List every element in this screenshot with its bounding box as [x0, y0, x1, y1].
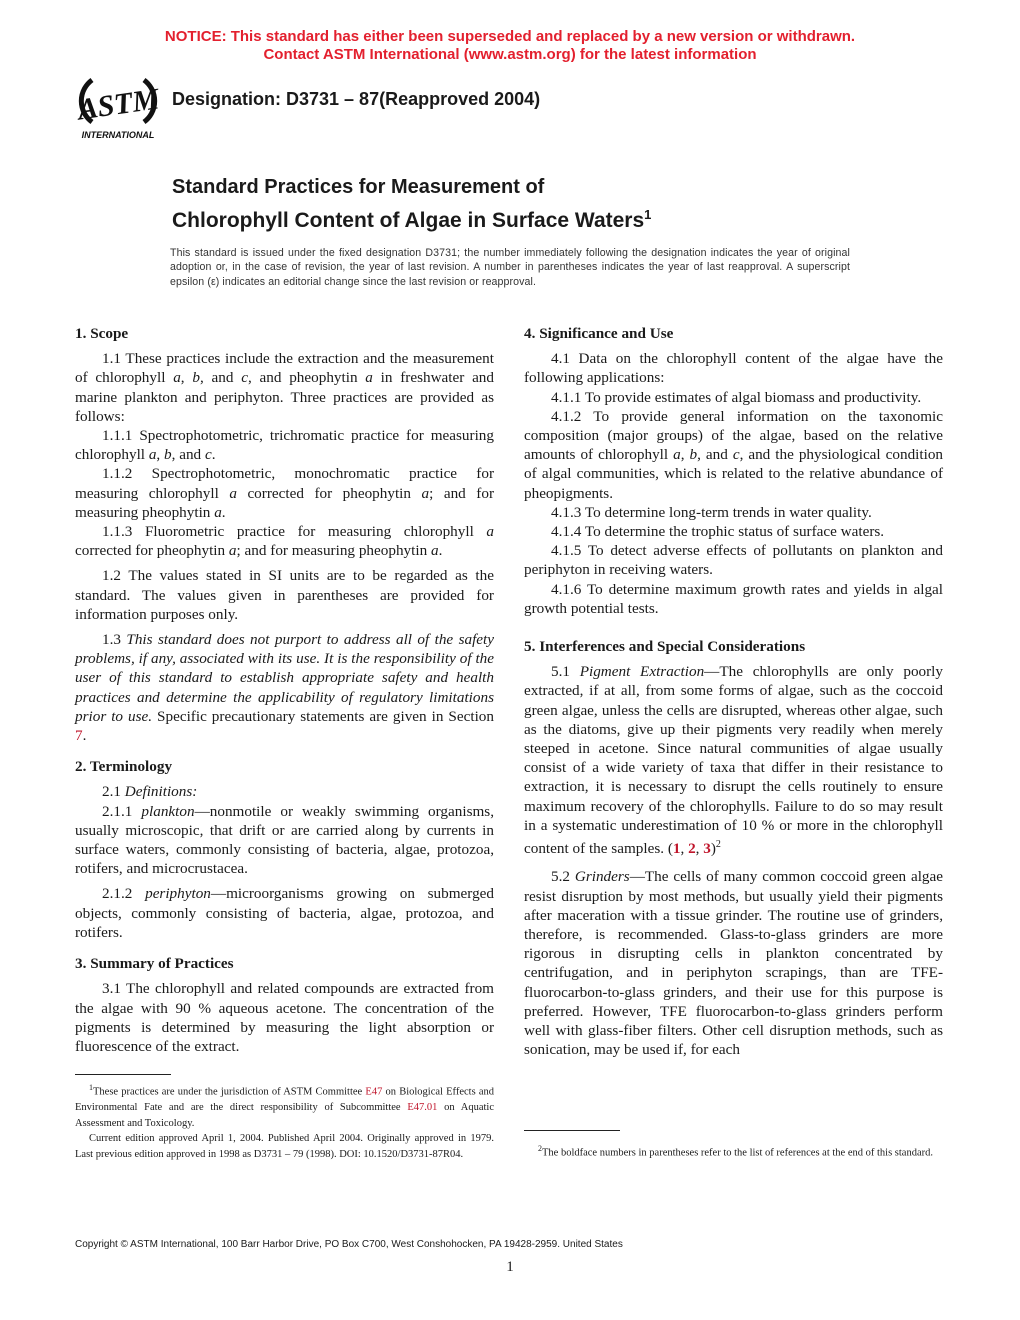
reference-link[interactable]: 2 — [688, 840, 696, 858]
reference-link[interactable]: 3 — [703, 840, 711, 858]
section-heading: 1. Scope — [75, 325, 129, 342]
designation: Designation: D3731 – 87(Reapproved 2004) — [172, 89, 541, 109]
paragraph-2-1-1: 2.1.1 plankton—nonmotile or weakly swimming organisms, usually microscopic, that drift or are carried along by currents in surface waters, commonly consisting of bacteria, algae, protozoa, rotifers, and microcrustacea. — [75, 802, 495, 878]
withdrawal-notice — [0, 28, 1020, 64]
paragraph-1-1: 1.1 These practices include the extraction and the measurement of chlorophyll a, b, and c, and pheophytin a in freshwater and marine plankton and periphyton. Three practices are provided as follows: — [75, 350, 494, 425]
section-heading: 4. Significance and Use — [524, 325, 674, 342]
subcommittee-link[interactable]: E47.01 — [407, 1102, 438, 1113]
section-heading: 2. Terminology — [75, 758, 173, 776]
paragraph-4-1: 4.1 Data on the chlorophyll content of the algae have the following applications: — [524, 350, 943, 387]
logo-text: ASTM — [75, 82, 162, 127]
paragraph-2-1-2: 2.1.2 periphyton—microorganisms growing on submerged objects, commonly consisting of bacteria, algae, protozoa, and rotifers. — [75, 885, 494, 941]
left-column — [75, 324, 494, 1056]
reference-link[interactable]: 1 — [672, 840, 681, 858]
paragraph-4-1-3: 4.1.3 To determine long-term trends in water quality. — [551, 503, 872, 521]
notice-line-2: Contact ASTM International (www.astm.org) for the latest information — [263, 46, 757, 63]
paragraph-1-2: 1.2 The values stated in SI units are to be regarded as the standard. The values given in parentheses are provided for information purposes only. — [75, 567, 494, 623]
paragraph-4-1-6: 4.1.6 To determine maximum growth rates and yields in algal growth potential tests. — [524, 580, 943, 617]
astm-logo-icon — [72, 72, 164, 144]
copyright: Copyright © ASTM International, 100 Barr Harbor Drive, PO Box C700, West Conshohocken, PA 19428-2959. United States — [75, 1239, 623, 1250]
section-heading: 3. Summary of Practices — [75, 955, 234, 973]
paragraph-1-1-1: 1.1.1 Spectrophotometric, trichromatic practice for measuring chlorophyll a, b, and c. — [75, 427, 494, 464]
paragraph-4-1-1: 4.1.1 To provide estimates of algal biomass and productivity. — [551, 388, 922, 406]
title-line-2: Chlorophyll Content of Algae in Surface Waters$^1$ — [172, 207, 652, 232]
paragraph-3-1: 3.1 The chlorophyll and related compounds are extracted from the algae with 90 % aqueous acetone. The concentration of the pigments is determined by measuring the light absorption or fluorescence of the extract. — [75, 980, 494, 1055]
paragraph-4-1-5: 4.1.5 To detect adverse effects of pollutants on plankton and periphyton in receiving waters. — [524, 542, 943, 579]
paragraph-1-1-2: 1.1.2 Spectrophotometric, monochromatic practice for measuring chlorophyll a corrected for pheophytin a; and for measuring pheophytin a. — [75, 465, 494, 521]
section-link[interactable]: 7 — [75, 727, 83, 745]
footnote-rule — [75, 1074, 171, 1075]
paragraph-2-1: 2.1 Definitions: — [102, 783, 198, 801]
page-title — [172, 173, 651, 235]
paragraph-5-1: 5.1 Pigment Extraction—The chlorophylls are only poorly extracted, if at all, from some forms of algae, such as the coccoid green algae, unless the cells are disrupted, whereas other algae, such as the diatoms, give up their pigments very readily when merely steeped in acetone. Since natural communities of algae usually consist of a wide variety of taxa that differ in their resistance to extraction, it is necessary to disrupt the cells routinely to ensure maximum recovery of the chlorophylls. Failure to do so may result in a systematic underestimation of 10 % or more in the chlorophyll content of the samples. (1, 2, 3)$^2$ — [524, 663, 943, 858]
committee-link[interactable]: E47 — [365, 1086, 383, 1098]
footnote-1: $^1$These practices are under the jurisdiction of ASTM Committee E47 on Biological Effects and Environmental Fate and are the direct responsibility of Subcommittee E47.01 on Aquatic Assessment and Toxicology. Current edition approved April 1, 2004. Published April 2004. Originally approved in 1979. Last previous edition approved in 1998 as D3731 – 79 (1998). DOI: 10.1520/D3731-87R04. — [75, 1083, 494, 1160]
notice-line-1: NOTICE: This standard has either been superseded and replaced by a new version or withdrawn. — [164, 28, 856, 45]
logo-subtext: INTERNATIONAL — [81, 130, 155, 140]
title-footnote-mark: 1 — [644, 207, 652, 222]
page-number: 1 — [506, 1259, 514, 1275]
title-line-1: Standard Practices for Measurement of — [172, 176, 545, 198]
footnote-rule — [524, 1130, 620, 1131]
paragraph-4-1-4: 4.1.4 To determine the trophic status of surface waters. — [551, 523, 885, 541]
section-heading: 5. Interferences and Special Considerations — [524, 638, 806, 656]
paragraph-1-1-3: 1.1.3 Fluorometric practice for measuring chlorophyll a corrected for pheophytin a; and for measuring pheophytin a. — [75, 523, 494, 560]
footnote-mark: 2 — [715, 839, 721, 851]
intro-paragraph: This standard is issued under the fixed designation D3731; the number immediately following the designation indicates the year of original adoption or, in the case of revision, the year of last revision. A number in parentheses indicates the year of last reapproval. A superscript epsilon (ε) indicates an editorial change since the last revision or reapproval. — [170, 247, 850, 288]
paragraph-1-3: 1.3 This standard does not purport to address all of the safety problems, if any, associated with its use. It is the responsibility of the user of this standard to establish appropriate safety and health practices and determine the applicability of regulatory limitations prior to use. Specific precautionary statements are given in Section 7. — [75, 631, 495, 745]
right-column — [524, 324, 943, 1059]
paragraph-5-2: 5.2 Grinders—The cells of many common coccoid green algae resist disruption by most methods, but usually yield their pigments after maceration with a tissue grinder. The routine use of grinders, therefore, is recommended. Glass-to-glass grinders are more rigorous in disrupting cells in plankton concentrated by centrifugation, and in periphyton scrapings, than are TFE-fluorocarbon-to-glass grinders, and their use for this purpose is preferred. However, TFE fluorocarbon-to-glass grinders perform well with glass-fiber filters. Other cell disruption methods, such as sonication, may be used if, for each — [524, 868, 943, 1059]
footnote-2: $^2$The boldface numbers in parentheses refer to the list of references at the end of this standard. — [538, 1144, 933, 1159]
paragraph-4-1-2: 4.1.2 To provide general information on the taxonomic composition (major groups) of the algae, based on the relative amounts of chlorophyll a, b, and c, and the physiological condition of algal communities, which is related to the relative abundance of pheopigments. — [524, 407, 944, 502]
